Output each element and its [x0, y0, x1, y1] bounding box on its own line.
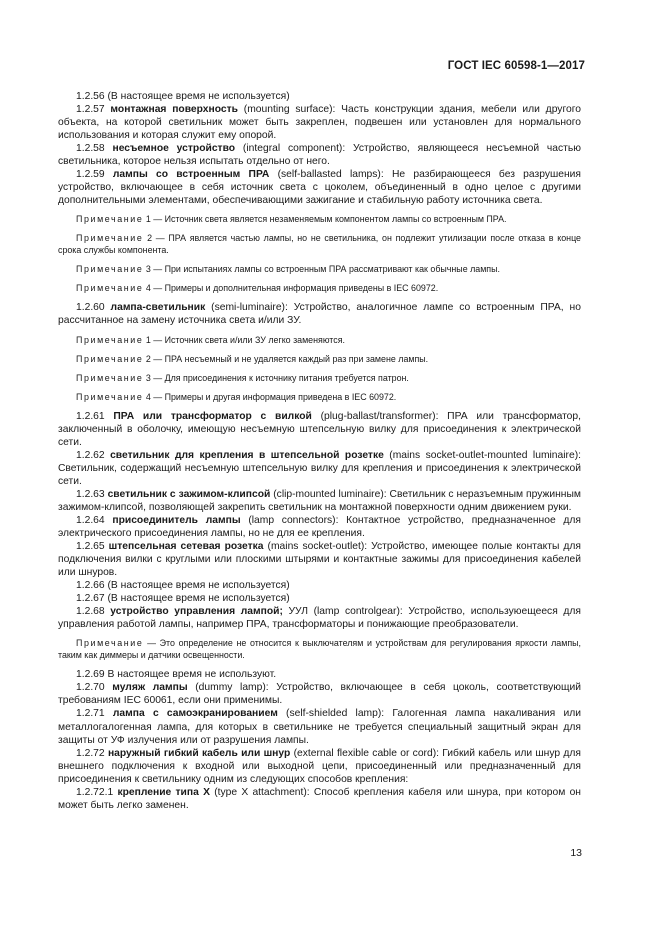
term: светильник с зажимом-клипсой [107, 488, 271, 500]
clause-1-2-68: 1.2.68 устройство управления лампой; УУЛ (lamp controlgear): Устройство, используюещееся для управления работой лампы, например ПРА, трансформаторы и понижающие преобразователи. [58, 606, 581, 631]
clause-1-2-70: 1.2.70 муляж лампы (dummy lamp): Устройство, включающее в себя цоколь, соответствующий требованиям IEC 60061, если они применимы. [58, 682, 581, 707]
note: Примечание 3 — При испытаниях лампы со встроенным ПРА рассматривают как обычные лампы. [76, 264, 500, 275]
note: Примечание — Это определение не относится к выключателям и устройствам для регулирования яркости лампы, таким как диммеры и датчики освещенности. [58, 638, 581, 661]
term: штепсельная сетевая розетка [108, 540, 264, 552]
term: лампа-светильник [110, 302, 206, 314]
clause-1-2-63: 1.2.63 светильник с зажимом-клипсой (clip-mounted luminaire): Светильник с неразъемным пружинным зажимом-клипсой, позволяющей закрепить светильник на монтажной поверхности одним движением руки. [58, 488, 581, 513]
note: Примечание 3 — Для присоединения к источнику питания требуется патрон. [76, 372, 409, 383]
clause-1-2-72-1: 1.2.72.1 крепление типа X (type X attachment): Способ крепления кабеля или шнура, при котором он может быть легко заменен. [58, 786, 581, 811]
clause-1-2-62: 1.2.62 светильник для крепления в штепсельной розетке (mains socket-outlet-mounted luminaire): Светильник, содержащий несъемную штепсельную вилку для крепления и присоединения к электрической сети. [58, 449, 581, 487]
clause-1-2-61: 1.2.61 ПРА или трансформатор с вилкой (plug-ballast/transformer): ПРА или трансформатор, заключенный в оболочку, имеющую несъемную штепсельную вилку для присоединения к электрической сети. [58, 410, 581, 448]
note: Примечание 4 — Примеры и другая информация приведена в IEC 60972. [76, 391, 397, 402]
clause-1-2-64: 1.2.64 присоединитель лампы (lamp connectors): Контактное устройство, предназначенное для электрического присоединения лампы, но не для ее крепления. [58, 514, 581, 539]
clause-1-2-67: 1.2.67 (В настоящее время не используется) [76, 593, 290, 605]
term: светильник для крепления в штепсельной розетке [110, 449, 384, 461]
term: муляж лампы [112, 682, 188, 694]
clause-1-2-71: 1.2.71 лампа с самоэкранированием (self-shielded lamp): Галогенная лампа накаливания или металлогалогенная лампа, для которых в светильнике не требуется специальный защитный экран для защиты от УФ излучения или от разрушения лампы. [58, 708, 581, 746]
standard-header: ГОСТ IEC 60598-1—2017 [447, 60, 585, 72]
clause-1-2-59: 1.2.59 лампы со встроенным ПРА (self-ballasted lamps): Не разбирающееся без разрушения устройство, включающее в себя источник света с цоколем, объединенный в одно целое с другими дополнительными элементами, обеспечивающими зажигание и стабильную работу источника света. [58, 169, 581, 207]
term: крепление типа X [117, 786, 210, 798]
term: присоединитель лампы [112, 514, 241, 526]
term: лампы со встроенным ПРА [112, 169, 270, 181]
clause-1-2-58: 1.2.58 несъемное устройство (integral component): Устройство, являющееся несъемной частью светильника, которое нельзя испытать отдельно от него. [58, 143, 581, 168]
term: устройство управления лампой; [110, 606, 283, 618]
term: ПРА или трансформатор с вилкой [113, 410, 312, 422]
page-number: 13 [570, 847, 582, 859]
clause-1-2-65: 1.2.65 штепсельная сетевая розетка (mains socket-outlet): Устройство, имеющее полые контакты для подключения вилки с круглыми или плоскими штырями и контактные зажимы для присоединения кабелей или шнуров. [58, 540, 581, 579]
term: монтажная поверхность [110, 104, 238, 116]
note: Примечание 2 — ПРА является частью лампы, но не светильника, он подлежит утилизации после отказа в конце срока службы компонента. [58, 233, 581, 256]
clause-1-2-60: 1.2.60 лампа-светильник (semi-luminaire): Устройство, аналогичное лампе со встроенным ПРА, но рассчитанное на замену источника света и/или ЗУ. [58, 302, 581, 327]
clause-1-2-57: 1.2.57 монтажная поверхность (mounting surface): Часть конструкции здания, мебели или другого объекта, на которой светильник может быть закреплен, подвешен или установлен для нормального использования и которая служит ему опорой. [58, 104, 581, 142]
note: Примечание 1 — Источник света является незаменяемым компонентом лампы со встроенным ПРА. [76, 214, 507, 225]
document-body [58, 90, 581, 812]
clause-1-2-56: 1.2.56 (В настоящее время не используется) [76, 91, 290, 102]
clause-1-2-72: 1.2.72 наружный гибкий кабель или шнур (external flexible cable or cord): Гибкий кабель или шнур для внешнего подключения к входной или выходной цепи, присоединенный или предназначенный для присоединения к светильнику одним из следующих способов крепления: [58, 747, 581, 785]
clause-1-2-69: 1.2.69 В настоящее время не используют. [76, 669, 277, 681]
note: Примечание 1 — Источник света и/или ЗУ легко заменяются. [76, 334, 345, 345]
term: наружный гибкий кабель или шнур [107, 747, 291, 759]
clause-1-2-66: 1.2.66 (В настоящее время не используется) [76, 580, 290, 592]
term: лампа с самоэкранированием [112, 708, 278, 720]
note: Примечание 4 — Примеры и дополнительная информация приведены в IEC 60972. [76, 283, 439, 294]
note: Примечание 2 — ПРА несъемный и не удаляется каждый раз при замене лампы. [76, 353, 429, 364]
term: несъемное устройство [112, 143, 236, 155]
